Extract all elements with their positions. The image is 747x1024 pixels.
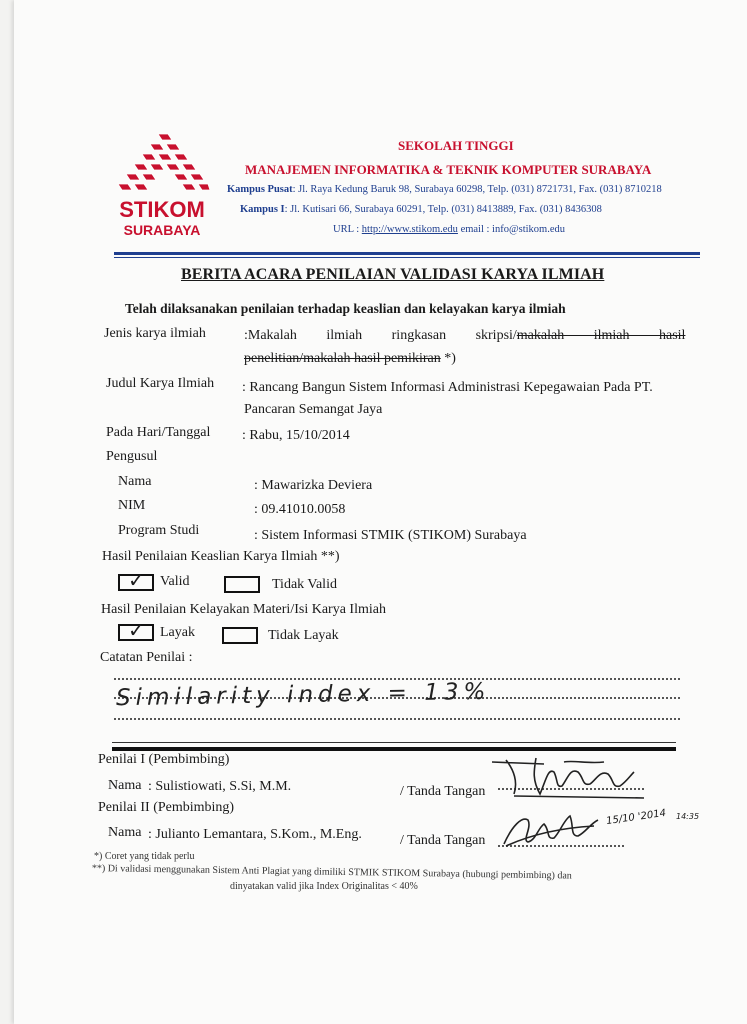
layak-checkbox[interactable] <box>118 618 154 642</box>
keaslian-label: Hasil Penilaian Keaslian Karya Ilmiah **) <box>102 549 340 564</box>
url-label: URL : <box>333 224 362 235</box>
section-divider-thin <box>112 742 676 743</box>
website-link[interactable]: http://www.stikom.edu <box>361 224 458 235</box>
penilai1-signature <box>484 750 659 800</box>
checkmark-icon: ✓ <box>128 568 145 592</box>
footnote-1: *) Coret yang tidak perlu <box>94 851 195 862</box>
penilai1-nama-label: Nama <box>108 778 142 793</box>
checkmark-icon: ✓ <box>128 618 145 642</box>
school-line1: SEKOLAH TINGGI <box>398 138 514 153</box>
judul-line2: Pancaran Semangat Jaya <box>244 402 383 417</box>
logo-text-top: STIKOM <box>119 197 205 222</box>
jenis-value-struck-1: makalah ilmiah hasil <box>516 328 686 343</box>
penilai1-nama-value: : Sulistiowati, S.Si, M.M. <box>148 779 292 794</box>
campus-one-label: Kampus I <box>240 204 285 215</box>
pengusul-nim-label: NIM <box>118 498 146 513</box>
email-text: email : info@stikom.edu <box>457 224 566 235</box>
catatan-line-3 <box>114 718 680 720</box>
pengusul-prodi-label: Program Studi <box>118 523 200 538</box>
contact-line <box>333 224 565 235</box>
valid-checkbox[interactable] <box>118 568 154 592</box>
layak-option-label: Layak <box>160 625 195 640</box>
tanggal-label: Pada Hari/Tanggal <box>106 425 211 440</box>
jenis-label: Jenis karya ilmiah <box>104 326 206 341</box>
tanggal-value: : Rabu, 15/10/2014 <box>242 428 350 443</box>
header-divider-thin <box>114 257 700 258</box>
penilai2-signature-label: / Tanda Tangan <box>400 833 486 848</box>
signature-date: 15/10 '2014 <box>605 807 667 828</box>
jenis-value-plain: :Makalah ilmiah ringkasan skripsi/ <box>244 328 517 343</box>
campus-main-address <box>227 184 662 195</box>
document-title: BERITA ACARA PENILAIAN VALIDASI KARYA ILMIAH <box>181 266 605 283</box>
penilai2-signature <box>498 806 608 854</box>
header-divider-thick <box>114 252 700 255</box>
catatan-handwritten-note: Similarity index = 13% <box>115 678 491 712</box>
campus-one-address <box>240 204 602 215</box>
judul-label: Judul Karya Ilmiah <box>106 376 215 391</box>
pengusul-prodi-value: : Sistem Informasi STMIK (STIKOM) Surabaya <box>254 528 527 543</box>
pengusul-label: Pengusul <box>106 449 158 464</box>
penilai1-label: Penilai I (Pembimbing) <box>98 752 230 767</box>
tidak-layak-option-label: Tidak Layak <box>268 628 339 643</box>
kelayakan-label: Hasil Penilaian Kelayakan Materi/Isi Karya Ilmiah <box>101 602 386 617</box>
valid-option-label: Valid <box>160 574 190 589</box>
document-page <box>14 0 747 1024</box>
tidak-valid-option-label: Tidak Valid <box>272 577 337 592</box>
logo-text-bottom: SURABAYA <box>123 222 201 238</box>
school-line2: MANAJEMEN INFORMATIKA & TEKNIK KOMPUTER SURABAYA <box>245 162 652 177</box>
jenis-value-line2 <box>244 351 456 367</box>
campus-one-text: : Jl. Kutisari 66, Surabaya 60291, Telp. (031) 8413889, Fax. (031) 8436308 <box>284 204 602 215</box>
tidak-valid-checkbox[interactable] <box>224 576 260 593</box>
penilai1-signature-label: / Tanda Tangan <box>400 784 486 799</box>
judul-line1: : Rancang Bangun Sistem Informasi Administrasi Kepegawaian Pada PT. <box>242 380 653 395</box>
stikom-logo <box>114 132 210 240</box>
jenis-value-struck-2: penelitian/makalah hasil pemikiran <box>244 351 441 366</box>
pengusul-nama-value: : Mawarizka Deviera <box>254 478 373 493</box>
intro-statement: Telah dilaksanakan penilaian terhadap keaslian dan kelayakan karya ilmiah <box>125 301 566 316</box>
campus-main-text: : Jl. Raya Kedung Baruk 98, Surabaya 60298, Telp. (031) 8721731, Fax. (031) 8710218 <box>292 184 662 195</box>
signature-time: 14:35 <box>676 812 700 821</box>
penilai2-nama-label: Nama <box>108 825 142 840</box>
footnote-2: **) Di validasi menggunakan Sistem Anti Plagiat yang dimiliki STMIK STIKOM Surabaya (hubungi pembimbing) dan <box>91 863 572 882</box>
pengusul-nim-value: : 09.41010.0058 <box>254 502 346 517</box>
jenis-value-suffix: *) <box>440 351 456 366</box>
campus-main-label: Kampus Pusat <box>227 184 293 195</box>
catatan-label: Catatan Penilai : <box>100 650 193 665</box>
penilai2-label: Penilai II (Pembimbing) <box>98 800 235 815</box>
pengusul-nama-label: Nama <box>118 474 152 489</box>
footnote-3: dinyatakan valid jika Index Originalitas < 40% <box>230 881 418 892</box>
tidak-layak-checkbox[interactable] <box>222 627 258 644</box>
penilai2-nama-value: : Julianto Lemantara, S.Kom., M.Eng. <box>148 827 362 842</box>
jenis-value-line1 <box>244 328 685 344</box>
